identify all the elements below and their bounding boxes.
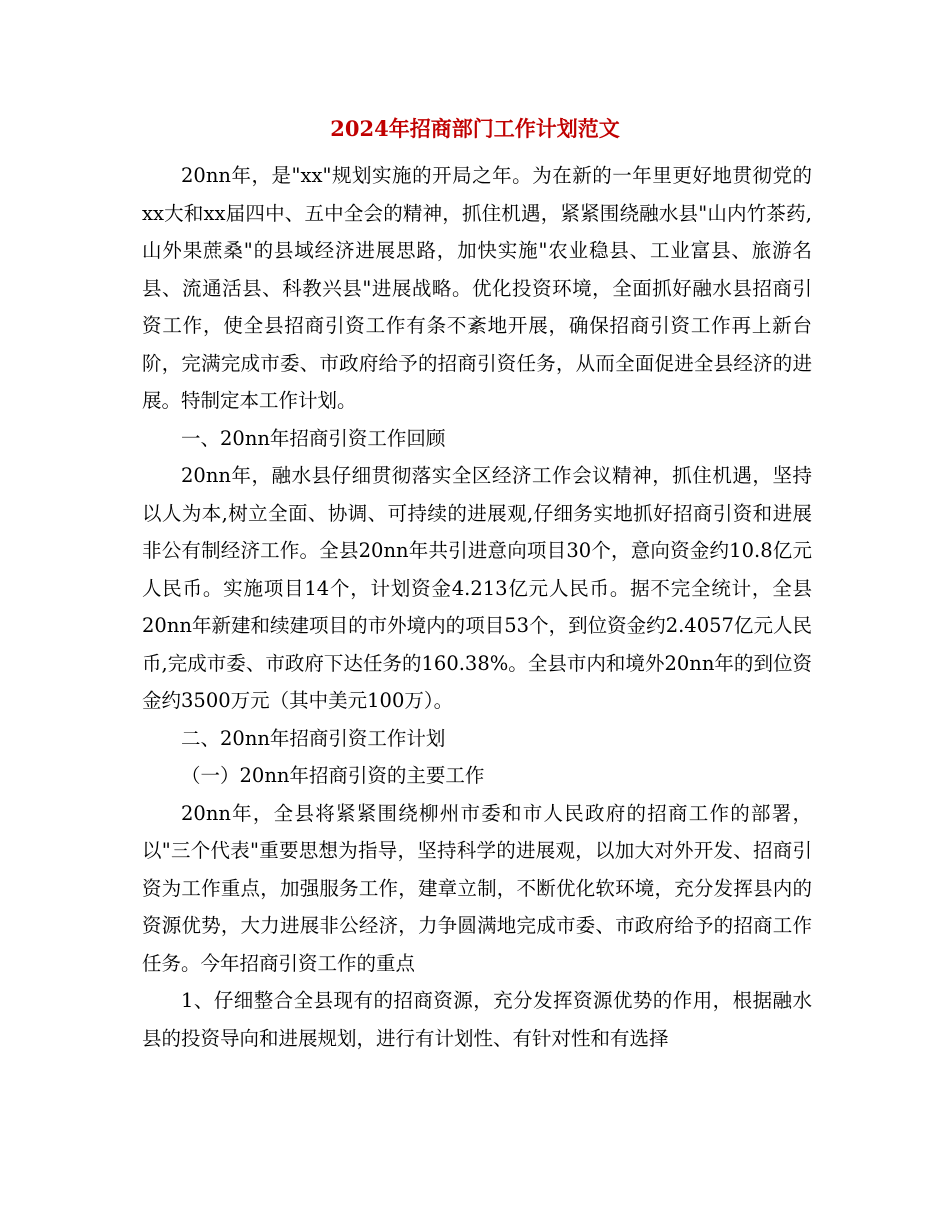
section-heading-review: 一、20nn年招商引资工作回顾	[181, 426, 446, 450]
document-body	[142, 157, 812, 1057]
plan-item-1-paragraph: 1、仔细整合全县现有的招商资源，充分发挥资源优势的作用，根据融水县的投资导向和进展规划，进行有计划性、有针对性和有选择	[142, 989, 812, 1050]
review-paragraph: 20nn年，融水县仔细贯彻落实全区经济工作会议精神，抓住机遇，坚持以人为本,树立全面、协调、可持续的进展观,仔细务实地抓好招商引资和进展非公有制经济工作。全县20nn年共引进意向项目30个，意向资金约10.8亿元人民币。实施项目14个，计划资金4.213亿元人民币。据不完全统计，全县20nn年新建和续建项目的市外境内的项目53个，到位资金约2.4057亿元人民币,完成市委、市政府下达任务的160.38%。全县市内和境外20nn年的到位资金约3500万元（其中美元100万）。	[142, 464, 812, 712]
plan-paragraph: 20nn年，全县将紧紧围绕柳州市委和市人民政府的招商工作的部署，以"三个代表"重要思想为指导，坚持科学的进展观，以加大对外开发、招商引资为工作重点，加强服务工作，建章立制，不断优化软环境，充分发挥县内的资源优势，大力进展非公经济，力争圆满地完成市委、市政府给予的招商工作任务。今年招商引资工作的重点	[142, 801, 812, 975]
document-title: 2024年招商部门工作计划范文	[330, 116, 620, 141]
subsection-heading-main-work: （一）20nn年招商引资的主要工作	[181, 764, 485, 787]
section-heading-plan: 二、20nn年招商引资工作计划	[181, 726, 446, 750]
intro-paragraph: 20nn年，是"xx"规划实施的开局之年。为在新的一年里更好地贯彻党的xx大和xx届四中、五中全会的精神，抓住机遇，紧紧围绕融水县"山内竹茶药,山外果蔗桑"的县域经济进展思路，加快实施"农业稳县、工业富县、旅游名县、流通活县、科教兴县"进展战略。优化投资环境，全面抓好融水县招商引资工作，使全县招商引资工作有条不紊地开展，确保招商引资工作再上新台阶，完满完成市委、市政府给予的招商引资任务，从而全面促进全县经济的进展。特制定本工作计划。	[142, 164, 812, 412]
